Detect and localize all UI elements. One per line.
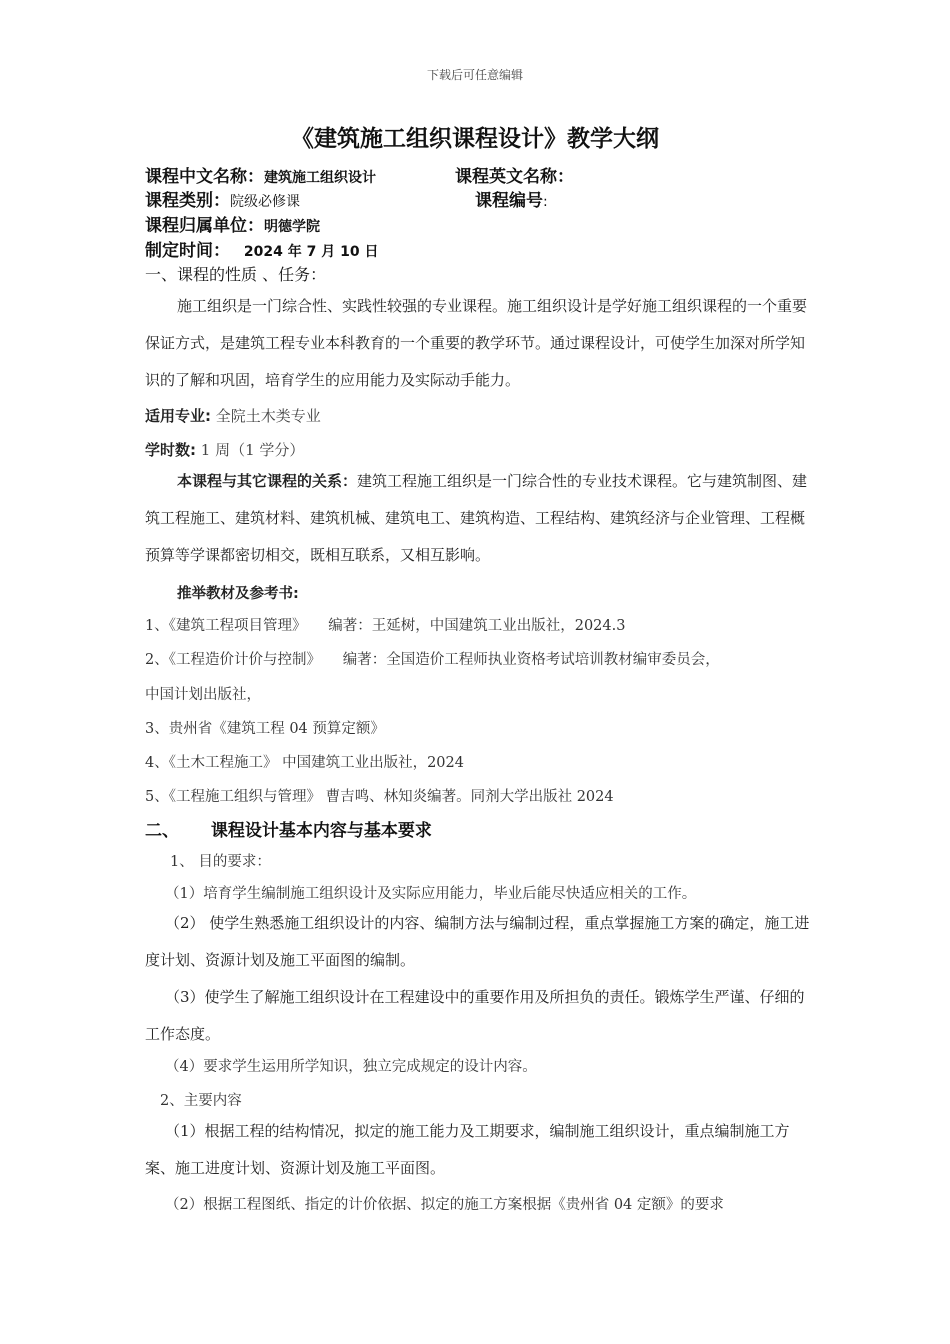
hours-value: 1 周（1 学分） — [200, 441, 305, 459]
books-heading: 推举教材及参考书: — [177, 586, 299, 602]
content-1: （1）根据工程的结构情况，拟定的施工能力及工期要求，编制施工组织设计，重点编制施工方案、施工进度计划、资源计划及施工平面图。 — [145, 1122, 790, 1177]
major-value: 全院土木类专业 — [215, 407, 321, 425]
goal-2: （2） 使学生熟悉施工组织设计的内容、编制方法与编制过程，重点掌握施工方案的确定，施工进度计划、资源计划及施工平面图的编制。 — [145, 914, 810, 969]
unit-label: 课程归属单位： — [145, 216, 264, 236]
course-relation-paragraph — [145, 463, 815, 574]
cn-name-label: 课程中文名称： — [145, 167, 264, 187]
book-item-5: 5、《工程施工组织与管理》 曹吉鸣、林知炎编著。同剂大学出版社 2024 — [145, 789, 614, 805]
category-label: 课程类别： — [145, 191, 230, 211]
book-item-1: 1、《建筑工程项目管理》 编著：王延树，中国建筑工业出版社，2024.3 — [145, 618, 626, 634]
page-header: 下载后可任意编辑 — [426, 68, 523, 82]
content-2: （2）根据工程图纸、指定的计价依据、拟定的施工方案根据《贵州省 04 定额》的要求 — [165, 1197, 724, 1213]
applicable-major — [145, 405, 321, 426]
major-label: 适用专业: — [145, 407, 211, 425]
unit-value: 明德学院 — [264, 219, 320, 235]
section1-paragraph: 施工组织是一门综合性、实践性较强的专业课程。施工组织设计是学好施工组织课程的一个重要保证方式，是建筑工程专业本科教育的一个重要的教学环节。通过课程设计，可使学生加深对所学知识的了解和巩固，培育学生的应用能力及实际动手能力。 — [145, 297, 808, 389]
section2-number: 二、 — [145, 821, 179, 841]
meta-row-name — [145, 162, 574, 187]
category-value: 院级必修课 — [230, 194, 300, 210]
course-code — [475, 186, 548, 211]
book-item-3: 3、贵州省《建筑工程 04 预算定额》 — [145, 721, 385, 737]
credit-hours — [145, 439, 304, 460]
section1-heading: 一、课程的性质 、任务： — [145, 265, 327, 284]
book-item-2: 2、《工程造价计价与控制》 编著：全国造价工程师执业资格考试培训教材编审委员会， — [145, 652, 720, 668]
meta-row-unit — [145, 211, 320, 236]
code-colon: : — [543, 194, 548, 210]
date-label: 制定时间： — [145, 241, 230, 261]
book-item-4: 4、《土木工程施工》 中国建筑工业出版社，2024 — [145, 755, 464, 771]
section2-title: 课程设计基本内容与基本要求 — [210, 821, 432, 841]
meta-row-category — [145, 186, 548, 211]
goal-heading: 1、 目的要求： — [170, 854, 271, 870]
relation-label: 本课程与其它课程的关系： — [177, 472, 358, 490]
content-heading: 2、主要内容 — [160, 1093, 242, 1109]
date-value: 2024 年 7 月 10 日 — [243, 244, 379, 260]
code-label: 课程编号 — [475, 191, 543, 211]
relation-text: 建筑工程施工组织是一门综合性的专业技术课程。它与建筑制图、建筑工程施工、建筑材料、建筑机械、建筑电工、建筑构造、工程结构、建筑经济与企业管理、工程概预算等学课都密切相交，既相互联系，又相互影响。 — [145, 472, 808, 564]
goal-1: （1）培育学生编制施工组织设计及实际应用能力，毕业后能尽快适应相关的工作。 — [165, 886, 697, 902]
section2-heading — [145, 816, 432, 841]
goal-4: （4）要求学生运用所学知识，独立完成规定的设计内容。 — [165, 1059, 537, 1075]
meta-row-date — [145, 236, 378, 261]
en-name-label: 课程英文名称： — [455, 167, 574, 187]
book-item-2-cont: 中国计划出版社， — [145, 687, 261, 703]
cn-name-value: 建筑施工组织设计 — [264, 170, 376, 186]
document-title: 《建筑施工组织课程设计》教学大纲 — [291, 126, 659, 152]
hours-label: 学时数: — [145, 441, 196, 459]
goal-3: （3）使学生了解施工组织设计在工程建设中的重要作用及所担负的责任。锻炼学生严谨、仔细的工作态度。 — [145, 988, 805, 1043]
